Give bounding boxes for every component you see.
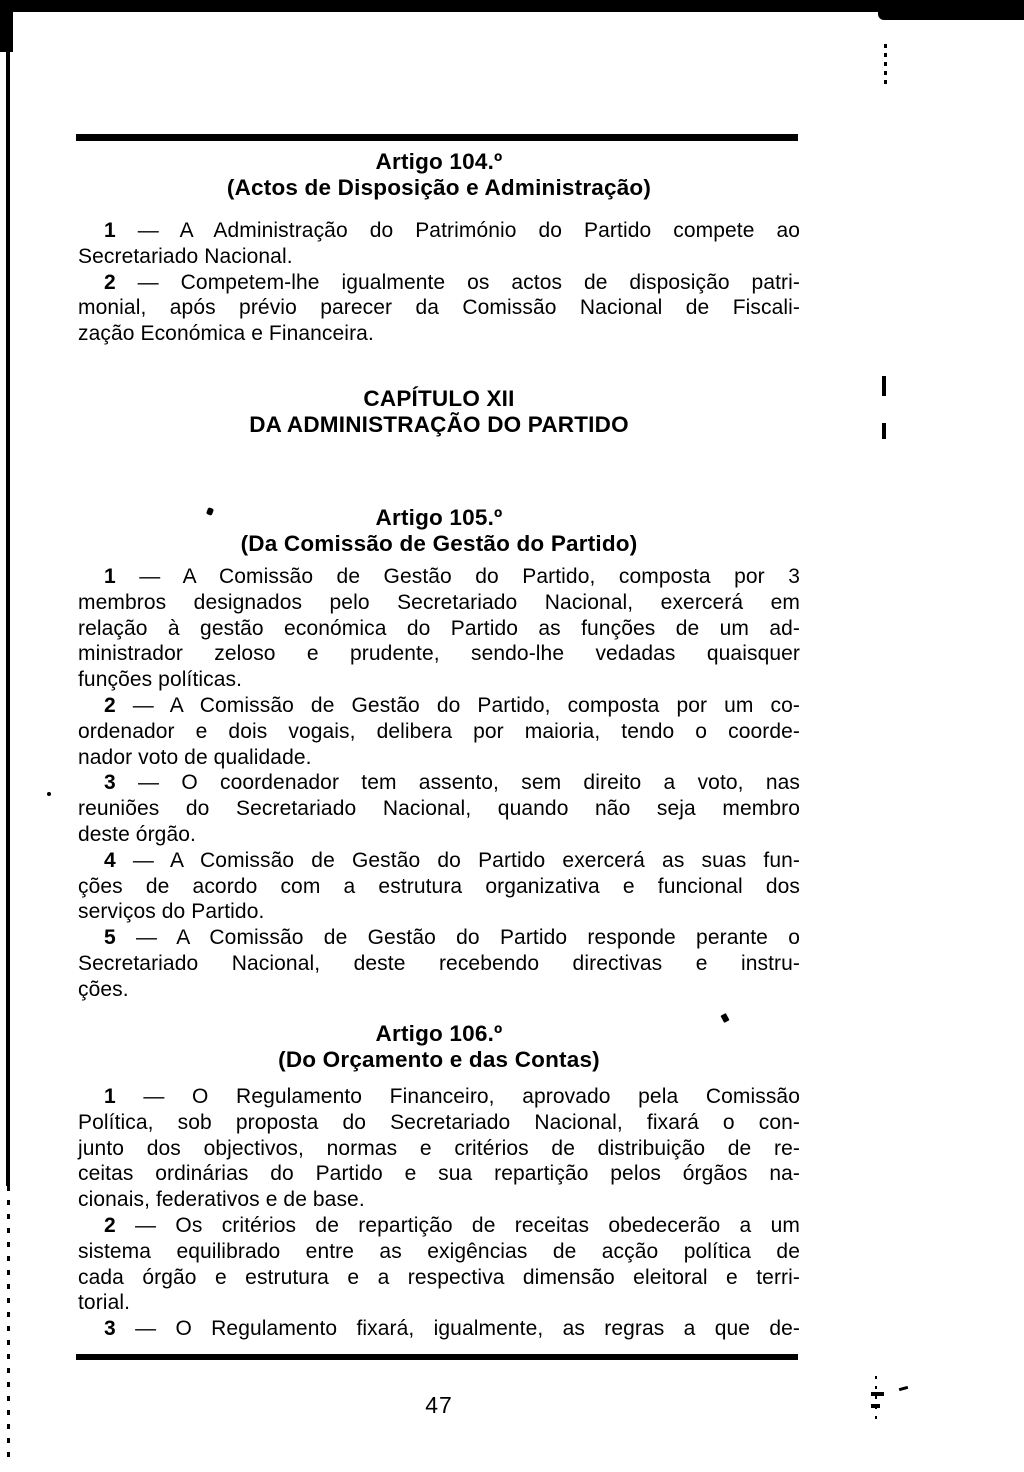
article-106-section xyxy=(78,1021,800,1342)
scan-artifact-top-bar xyxy=(0,0,1024,12)
paragraph-number: 1 xyxy=(104,565,116,588)
scan-artifact-right-bar-1 xyxy=(882,376,886,396)
paragraph-number: 1 xyxy=(104,1085,116,1108)
scan-artifact-bottom-right-tick-2 xyxy=(871,1404,880,1408)
scan-artifact-binding-line-dotted xyxy=(7,1186,10,1464)
text-line: monial, após prévio parecer da Comissão Nacional de Fiscali- xyxy=(78,296,800,320)
text-line xyxy=(78,564,800,590)
article-105-title: Artigo 105.º xyxy=(375,505,503,530)
article-106-title: Artigo 106.º xyxy=(375,1021,503,1046)
text-line xyxy=(78,848,800,874)
text-line: nador voto de qualidade. xyxy=(78,745,312,769)
text-line: reuniões do Secretariado Nacional, quando não seja membro xyxy=(78,797,800,821)
paragraph-number: 2 xyxy=(104,1213,116,1237)
paragraph-text: — A Administração do Património do Partido compete ao xyxy=(115,219,800,242)
chapter-12-subtitle: DA ADMINISTRAÇÃO DO PARTIDO xyxy=(249,411,629,437)
text-line: Política, sob proposta do Secretariado Nacional, fixará o con- xyxy=(78,1110,800,1134)
text-line: zação Económica e Financeira. xyxy=(78,322,374,346)
chapter-12-title: CAPÍTULO XII xyxy=(363,386,515,411)
text-line: junto dos objectivos, normas e critérios de distribuição de re- xyxy=(78,1136,800,1160)
scan-artifact-bottom-right-dots xyxy=(875,1376,877,1422)
text-line: relação à gestão económica do Partido as funções de um ad- xyxy=(78,616,800,640)
text-line: cionais, federativos e de base. xyxy=(78,1188,365,1212)
scan-artifact-bottom-right-tick-1 xyxy=(871,1392,884,1396)
text-line: cada órgão e estrutura e a respectiva dimensão eleitoral e terri- xyxy=(78,1265,800,1289)
text-line: Secretariado Nacional, deste recebendo directivas e instru- xyxy=(78,951,800,975)
horizontal-rule-bottom xyxy=(76,1354,798,1360)
text-line xyxy=(78,693,800,719)
scan-artifact-right-dashes xyxy=(884,44,887,84)
paragraph-text: — O Regulamento fixará, igualmente, as regras a que de- xyxy=(115,1317,800,1341)
scan-artifact-binding-line xyxy=(6,0,10,1186)
article-106-subtitle: (Do Orçamento e das Contas) xyxy=(278,1046,600,1072)
text-line: deste órgão. xyxy=(78,822,196,846)
horizontal-rule-top xyxy=(76,134,798,141)
paragraph-text: — A Comissão de Gestão do Partido responde perante o xyxy=(115,926,800,950)
page-number: 47 xyxy=(425,1392,453,1418)
scan-artifact-bottom-right-dash xyxy=(899,1386,908,1391)
scan-artifact-right-bar-2 xyxy=(882,423,886,439)
article-105-section xyxy=(78,505,800,1003)
paragraph-text: — O coordenador tem assento, sem direito a voto, nas xyxy=(115,771,800,795)
text-line: Secretariado Nacional. xyxy=(78,244,293,268)
article-104-subtitle: (Actos de Disposição e Administração) xyxy=(226,174,652,200)
text-line: ministrador zeloso e prudente, sendo-lhe vedadas quaisquer xyxy=(78,642,800,666)
text-line: torial. xyxy=(78,1291,131,1315)
paragraph-text: — A Comissão de Gestão do Partido, composta por 3 xyxy=(115,565,800,588)
paragraph-number: 2 xyxy=(104,693,116,717)
paragraph-number: 3 xyxy=(104,1317,116,1341)
article-104-body xyxy=(78,218,800,347)
text-line: ceitas ordinárias do Partido e sua repartição pelos órgãos na- xyxy=(78,1162,800,1186)
paragraph-text: — Os critérios de repartição de receitas obedecerão a um xyxy=(115,1213,800,1237)
text-line: ções. xyxy=(78,977,129,1001)
paragraph-number: 2 xyxy=(104,270,116,294)
text-line: sistema equilibrado entre as exigências de acção política de xyxy=(78,1239,800,1263)
text-line: ordenador e dois vogais, delibera por maioria, tendo o coorde- xyxy=(78,719,800,743)
text-line xyxy=(78,925,800,951)
article-104-section xyxy=(78,149,800,347)
text-line: funções políticas. xyxy=(78,668,243,692)
text-line: serviços do Partido. xyxy=(78,900,265,924)
scan-artifact-margin-dot xyxy=(47,792,51,796)
paragraph-text: — A Comissão de Gestão do Partido exercerá as suas fun- xyxy=(115,848,800,872)
paragraph-text: — A Comissão de Gestão do Partido, composta por um co- xyxy=(115,693,800,717)
article-104-title: Artigo 104.º xyxy=(375,149,503,174)
text-line xyxy=(78,270,800,296)
article-105-subtitle: (Da Comissão de Gestão do Partido) xyxy=(240,530,638,556)
text-line xyxy=(78,1316,800,1342)
text-line xyxy=(78,1213,800,1239)
chapter-12-heading xyxy=(78,386,800,437)
paragraph-number: 3 xyxy=(104,771,116,795)
paragraph-number: 1 xyxy=(104,219,116,242)
paragraph-text: — Competem-lhe igualmente os actos de disposição patri- xyxy=(115,270,800,294)
text-line xyxy=(78,218,800,244)
text-line: membros designados pelo Secretariado Nacional, exercerá em xyxy=(78,590,800,614)
paragraph-number: 4 xyxy=(104,848,116,872)
text-line: ções de acordo com a estrutura organizativa e funcional dos xyxy=(78,874,800,898)
article-106-body xyxy=(78,1084,800,1342)
text-line xyxy=(78,1084,800,1110)
article-105-body xyxy=(78,564,800,1003)
paragraph-number: 5 xyxy=(104,926,116,950)
scan-artifact-top-bar-right xyxy=(878,0,1024,20)
paragraph-text: — O Regulamento Financeiro, aprovado pela Comissão xyxy=(115,1085,800,1108)
text-line xyxy=(78,770,800,796)
